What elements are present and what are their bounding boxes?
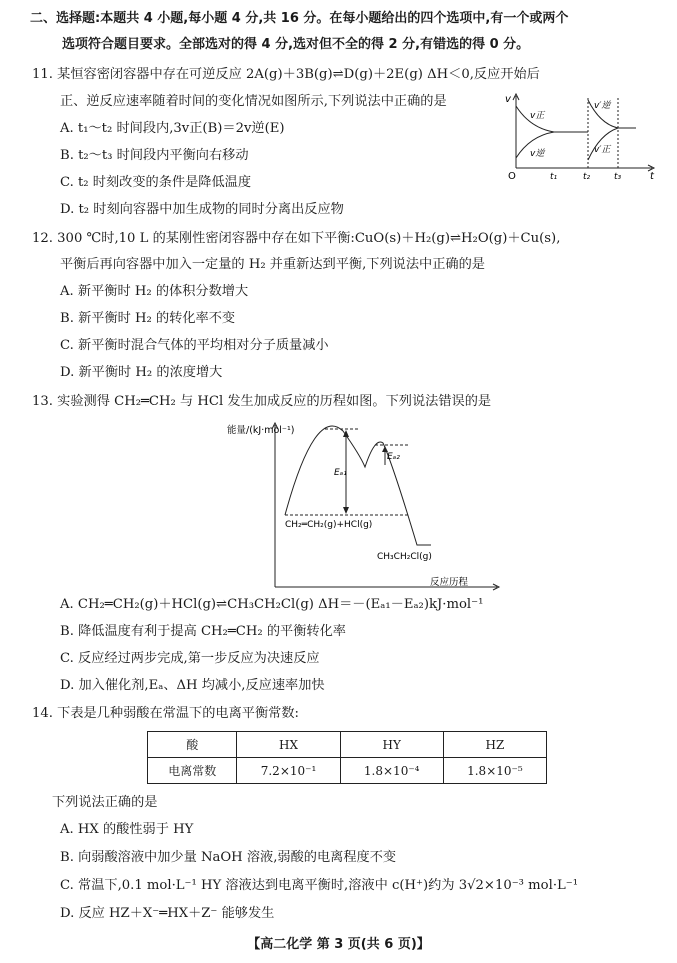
q13-option-b: B. 降低温度有利于提高 CH₂═CH₂ 的平衡转化率 — [60, 624, 346, 639]
q12-option-c: C. 新平衡时混合气体的平均相对分子质量减小 — [60, 338, 329, 353]
q11-rate-graph — [500, 88, 660, 183]
table-cell-hx: 7.2×10⁻¹ — [237, 758, 340, 784]
q12-option-a: A. 新平衡时 H₂ 的体积分数增大 — [60, 284, 249, 299]
q11-tick-t2: t₂ — [583, 172, 591, 182]
q11-label-v-forward: v正 — [530, 111, 545, 121]
q13-option-d: D. 加入催化剂,Eₐ、ΔH 均减小,反应速率加快 — [60, 678, 325, 693]
q11-tick-t3: t₃ — [614, 172, 622, 182]
q12-stem-line1: 12. 300 ℃时,10 L 的某刚性密闭容器中存在如下平衡:CuO(s)＋H₂(g)⇌H₂O(g)＋Cu(s), — [32, 231, 561, 246]
q13-energy-graph — [225, 415, 505, 593]
q14-acid-table — [147, 731, 547, 784]
q13-option-a: A. CH₂═CH₂(g)＋HCl(g)⇌CH₃CH₂Cl(g) ΔH＝－(Eₐ₁－Eₐ₂)kJ·mol⁻¹ — [60, 597, 484, 612]
q13-ea2-label: Eₐ₂ — [387, 452, 400, 462]
q13-option-c: C. 反应经过两步完成,第一步反应为决速反应 — [60, 651, 320, 666]
table-header-hy: HY — [340, 732, 443, 758]
q13-y-label: 能量/(kJ·mol⁻¹) — [227, 425, 295, 436]
q13-product-label: CH₃CH₂Cl(g) — [377, 552, 432, 562]
table-cell-hz: 1.8×10⁻⁵ — [443, 758, 546, 784]
q11-option-d: D. t₂ 时刻向容器中加生成物的同时分离出反应物 — [60, 202, 344, 217]
q12-stem-line2: 平衡后再向容器中加入一定量的 H₂ 并重新达到平衡,下列说法中正确的是 — [60, 257, 485, 272]
q13-ea1-arrowhead-top — [343, 430, 349, 437]
table-header-hz: HZ — [443, 732, 546, 758]
q11-origin: O — [508, 171, 516, 182]
page-footer: 【高二化学 第 3 页(共 6 页)】 — [247, 937, 430, 952]
q11-y-label: v — [505, 94, 511, 105]
table-row — [148, 758, 547, 784]
q11-stem-line1: 11. 某恒容密闭容器中存在可逆反应 2A(g)＋3B(g)⇌D(g)＋2E(g) ΔH＜0,反应开始后 — [32, 67, 540, 82]
q11-curve-forward-new — [588, 128, 618, 160]
q11-curve-forward — [516, 106, 588, 132]
section-header-line2: 选项符合题目要求。全部选对的得 4 分,选对但不全的得 2 分,有错选的得 0 分。 — [62, 37, 530, 52]
q14-prompt: 下列说法正确的是 — [52, 795, 158, 810]
table-header-row — [148, 732, 547, 758]
q11-label-v-forward-new: v′正 — [594, 145, 611, 155]
section-header-line1: 二、选择题:本题共 4 小题,每小题 4 分,共 16 分。在每小题给出的四个选项中,有一个或两个 — [30, 11, 569, 26]
q11-tick-t1: t₁ — [550, 172, 558, 182]
q13-stem: 13. 实验测得 CH₂═CH₂ 与 HCl 发生加成反应的历程如图。下列说法错误的是 — [32, 394, 492, 409]
table-header-acid: 酸 — [148, 732, 237, 758]
q12-option-d: D. 新平衡时 H₂ 的浓度增大 — [60, 365, 223, 380]
q13-ea1-label: Eₐ₁ — [334, 468, 347, 478]
q12-option-b: B. 新平衡时 H₂ 的转化率不变 — [60, 311, 236, 326]
q11-label-v-reverse: v逆 — [530, 149, 545, 159]
q13-ea1-arrowhead-bottom — [343, 507, 349, 514]
q14-option-b: B. 向弱酸溶液中加少量 NaOH 溶液,弱酸的电离程度不变 — [60, 850, 397, 865]
q14-stem: 14. 下表是几种弱酸在常温下的电离平衡常数: — [32, 706, 299, 721]
q11-option-c: C. t₂ 时刻改变的条件是降低温度 — [60, 175, 252, 190]
q11-option-a: A. t₁～t₂ 时间段内,3v正(B)＝2v逆(E) — [60, 121, 285, 136]
table-header-hx: HX — [237, 732, 340, 758]
q11-option-b: B. t₂～t₃ 时间段内平衡向右移动 — [60, 148, 249, 163]
q14-option-a: A. HX 的酸性弱于 HY — [60, 822, 194, 837]
table-cell-hy: 1.8×10⁻⁴ — [340, 758, 443, 784]
q11-x-label: t — [650, 171, 654, 182]
table-cell-label: 电离常数 — [148, 758, 237, 784]
q14-option-d: D. 反应 HZ＋X⁻═HX＋Z⁻ 能够发生 — [60, 906, 275, 921]
q11-stem-line2: 正、逆反应速率随着时间的变化情况如图所示,下列说法中正确的是 — [60, 94, 447, 109]
q11-label-v-reverse-new: v′逆 — [594, 101, 611, 111]
q13-x-label: 反应历程 — [430, 577, 469, 588]
q14-option-c: C. 常温下,0.1 mol·L⁻¹ HY 溶液达到电离平衡时,溶液中 c(H⁺)约为 3√2×10⁻³ mol·L⁻¹ — [60, 878, 579, 893]
q13-reactant-label: CH₂═CH₂(g)+HCl(g) — [285, 520, 373, 530]
